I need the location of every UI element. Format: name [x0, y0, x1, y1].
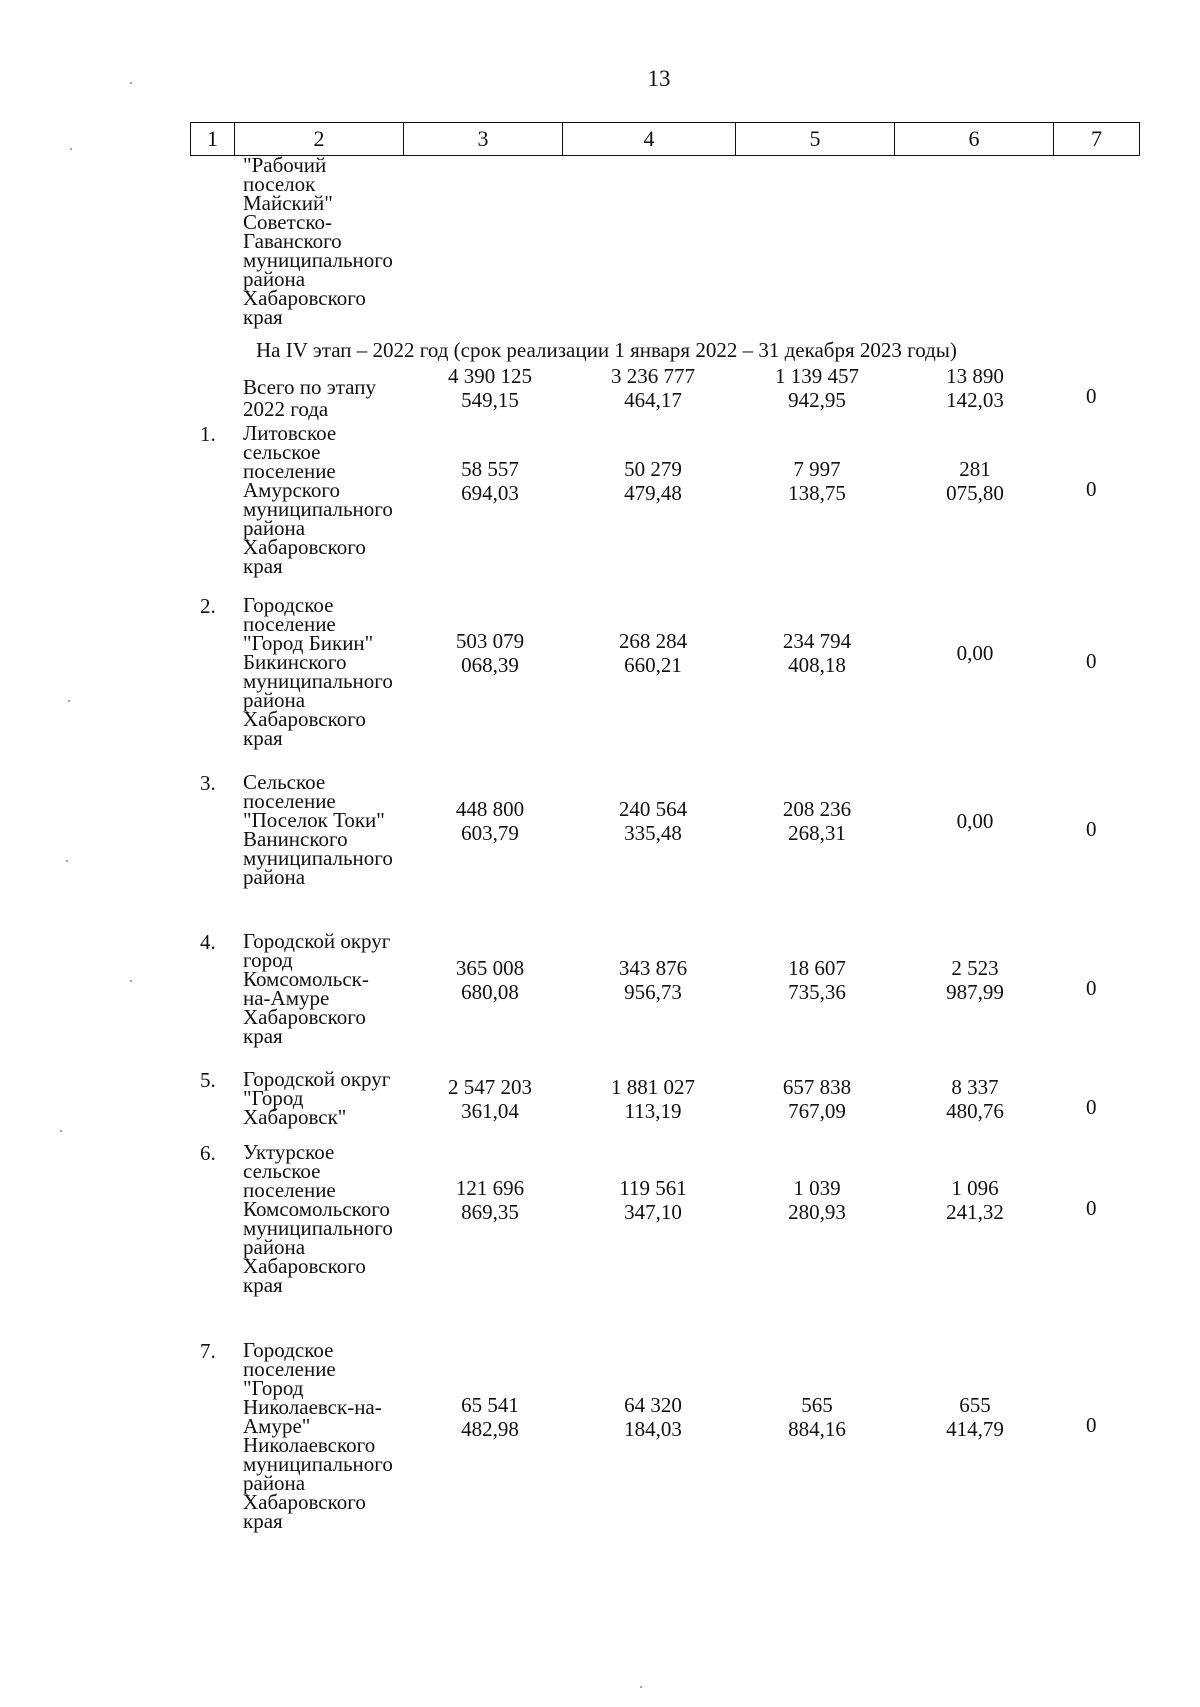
total-row-col3-line2: 549,15 — [461, 388, 519, 412]
row-number: 5. — [200, 1068, 216, 1092]
row-c3-line: 482,98 — [461, 1417, 519, 1441]
row-c6-line: 075,80 — [946, 481, 1004, 505]
row-name: Литовское сельское поселение Амурского муниципального района Хабаровского края — [243, 421, 393, 578]
continuation-row-name: "Рабочий поселок Майский" Советско-Гаванского муниципального района Хабаровского края — [243, 153, 393, 329]
row-c3 — [410, 1176, 570, 1224]
row-c5-line: 138,75 — [788, 481, 846, 505]
row-name: Городское поселение "Город Николаевск-на-Амуре" Николаевского муниципального района Хабаровского края — [243, 1338, 393, 1533]
row-name: Сельское поселение "Поселок Токи" Ванинского муниципального района — [243, 770, 393, 889]
row-c6-line: 281 — [959, 457, 991, 481]
row-name: Городской округ город Комсомольск-на-Амуре Хабаровского края — [243, 929, 391, 1048]
row-c6 — [895, 641, 1055, 665]
row-c6-line: 0,00 — [956, 808, 994, 833]
total-row-col6-line2: 142,03 — [946, 388, 1004, 412]
row-c3 — [410, 1075, 570, 1123]
row-c5-line: 7 997 — [793, 457, 841, 481]
row-c4-line: 184,03 — [624, 1417, 682, 1441]
row-c7: 0 — [1086, 1196, 1097, 1220]
row-c4 — [573, 1176, 733, 1224]
row-c5-line: 884,16 — [788, 1417, 846, 1441]
row-c7: 0 — [1086, 975, 1097, 1000]
row-c3-line: 680,08 — [461, 979, 519, 1004]
row-c5 — [737, 1393, 897, 1441]
total-row-col3 — [410, 364, 570, 412]
row-c4 — [573, 956, 733, 1004]
row-c3-line: 448 800 — [455, 796, 525, 821]
total-row-col5-line1: 1 139 457 — [775, 364, 859, 388]
row-c6 — [895, 809, 1055, 833]
row-number: 7. — [200, 1339, 216, 1363]
row-c5 — [737, 457, 897, 505]
total-row-col5 — [737, 364, 897, 412]
row-c3-line: 603,79 — [461, 820, 519, 845]
row-c4-line: 64 320 — [624, 1393, 682, 1417]
row-c4 — [573, 1075, 733, 1123]
row-number: 4. — [200, 930, 216, 954]
row-c7: 0 — [1086, 477, 1097, 501]
row-c4-line: 1 881 027 — [611, 1074, 695, 1099]
column-header-7: 7 — [1054, 123, 1140, 156]
row-c3 — [410, 1393, 570, 1441]
row-c4-line: 268 284 — [618, 629, 688, 653]
row-c6-line: 987,99 — [946, 979, 1004, 1004]
row-number: 3. — [200, 771, 216, 795]
row-c3-line: 361,04 — [461, 1098, 519, 1123]
row-number: 1. — [200, 422, 216, 446]
row-c7: 0 — [1086, 649, 1097, 673]
row-c3-line: 2 547 203 — [448, 1074, 532, 1099]
row-name: Городской округ "Город Хабаровск" — [243, 1067, 391, 1129]
row-c7: 0 — [1086, 816, 1097, 841]
total-row-col6-line1: 13 890 — [946, 364, 1004, 388]
stage-title: На IV этап – 2022 год (срок реализации 1 января 2022 – 31 декабря 2023 годы) — [256, 338, 957, 362]
row-c5-line: 280,93 — [788, 1200, 846, 1224]
row-c6-line: 2 523 — [951, 955, 999, 980]
row-c5-line: 657 838 — [782, 1074, 852, 1099]
row-c4-line: 343 876 — [618, 955, 688, 980]
row-c3-line: 65 541 — [461, 1393, 519, 1417]
column-header-row — [190, 122, 1140, 156]
row-c3-line: 694,03 — [461, 481, 519, 505]
row-c7: 0 — [1086, 1094, 1097, 1119]
row-c3 — [410, 629, 570, 677]
row-c6 — [895, 1176, 1055, 1224]
row-c3-line: 869,35 — [461, 1200, 519, 1224]
row-number: 2. — [200, 594, 216, 618]
total-row-col6 — [895, 364, 1055, 412]
row-c5 — [737, 797, 897, 845]
row-c6 — [895, 457, 1055, 505]
total-row-col7: 0 — [1086, 384, 1097, 408]
row-c5-line: 208 236 — [782, 796, 852, 821]
row-c6 — [895, 1393, 1055, 1441]
row-c6-line: 414,79 — [946, 1417, 1004, 1441]
row-c4-line: 50 279 — [624, 457, 682, 481]
row-c5-line: 268,31 — [788, 820, 846, 845]
row-c5-line: 565 — [801, 1393, 833, 1417]
column-header-3: 3 — [404, 123, 563, 156]
row-c6-line: 655 — [959, 1393, 991, 1417]
row-c6-line: 480,76 — [946, 1098, 1004, 1123]
row-c5-line: 234 794 — [782, 629, 852, 653]
row-c5 — [737, 956, 897, 1004]
row-c4-line: 119 561 — [619, 1176, 687, 1200]
column-header-2: 2 — [235, 123, 404, 156]
row-name: Городское поселение "Город Бикин" Бикинского муниципального района Хабаровского края — [243, 593, 393, 750]
row-c5 — [737, 1075, 897, 1123]
row-c3-line: 58 557 — [461, 457, 519, 481]
row-c3-line: 365 008 — [455, 955, 525, 980]
row-c5 — [737, 629, 897, 677]
total-row-col5-line2: 942,95 — [788, 388, 846, 412]
row-c3-line: 503 079 — [455, 629, 525, 653]
row-c6-line: 1 096 — [951, 1176, 999, 1200]
row-c4-line: 347,10 — [624, 1200, 682, 1224]
row-c4 — [573, 797, 733, 845]
column-header-6: 6 — [895, 123, 1054, 156]
row-c3 — [410, 956, 570, 1004]
total-row-label: Всего по этапу 2022 года — [243, 375, 376, 421]
column-header-1: 1 — [191, 123, 235, 156]
row-c4 — [573, 457, 733, 505]
row-c4-line: 113,19 — [624, 1098, 682, 1123]
column-header-5: 5 — [736, 123, 895, 156]
row-c4-line: 335,48 — [624, 820, 682, 845]
row-c5-line: 735,36 — [788, 979, 846, 1004]
row-c3-line: 121 696 — [455, 1176, 525, 1200]
row-c3 — [410, 797, 570, 845]
row-c4 — [573, 1393, 733, 1441]
row-c4-line: 956,73 — [624, 979, 682, 1004]
row-c6-line: 8 337 — [951, 1074, 999, 1099]
total-row-col4-line1: 3 236 777 — [611, 364, 695, 388]
row-c6-line: 241,32 — [946, 1200, 1004, 1224]
row-c4-line: 479,48 — [624, 481, 682, 505]
row-c5-line: 408,18 — [788, 653, 846, 677]
total-row-col3-line1: 4 390 125 — [448, 364, 532, 388]
row-c5-line: 1 039 — [793, 1176, 841, 1200]
row-c6 — [895, 956, 1055, 1004]
row-c4-line: 660,21 — [624, 653, 682, 677]
row-number: 6. — [200, 1141, 216, 1165]
row-c5-line: 18 607 — [788, 955, 846, 980]
row-c6-line: 0,00 — [956, 641, 994, 665]
row-name: Уктурское сельское поселение Комсомольского муниципального района Хабаровского края — [243, 1140, 393, 1297]
row-c4-line: 240 564 — [618, 796, 688, 821]
column-header-4: 4 — [563, 123, 736, 156]
total-row-col4-line2: 464,17 — [624, 388, 682, 412]
row-c3 — [410, 457, 570, 505]
page-number: 13 — [647, 66, 671, 91]
row-c5-line: 767,09 — [788, 1098, 846, 1123]
row-c4 — [573, 629, 733, 677]
row-c6 — [895, 1075, 1055, 1123]
total-row-col4 — [573, 364, 733, 412]
row-c3-line: 068,39 — [461, 653, 519, 677]
row-c7: 0 — [1086, 1413, 1097, 1437]
row-c5 — [737, 1176, 897, 1224]
